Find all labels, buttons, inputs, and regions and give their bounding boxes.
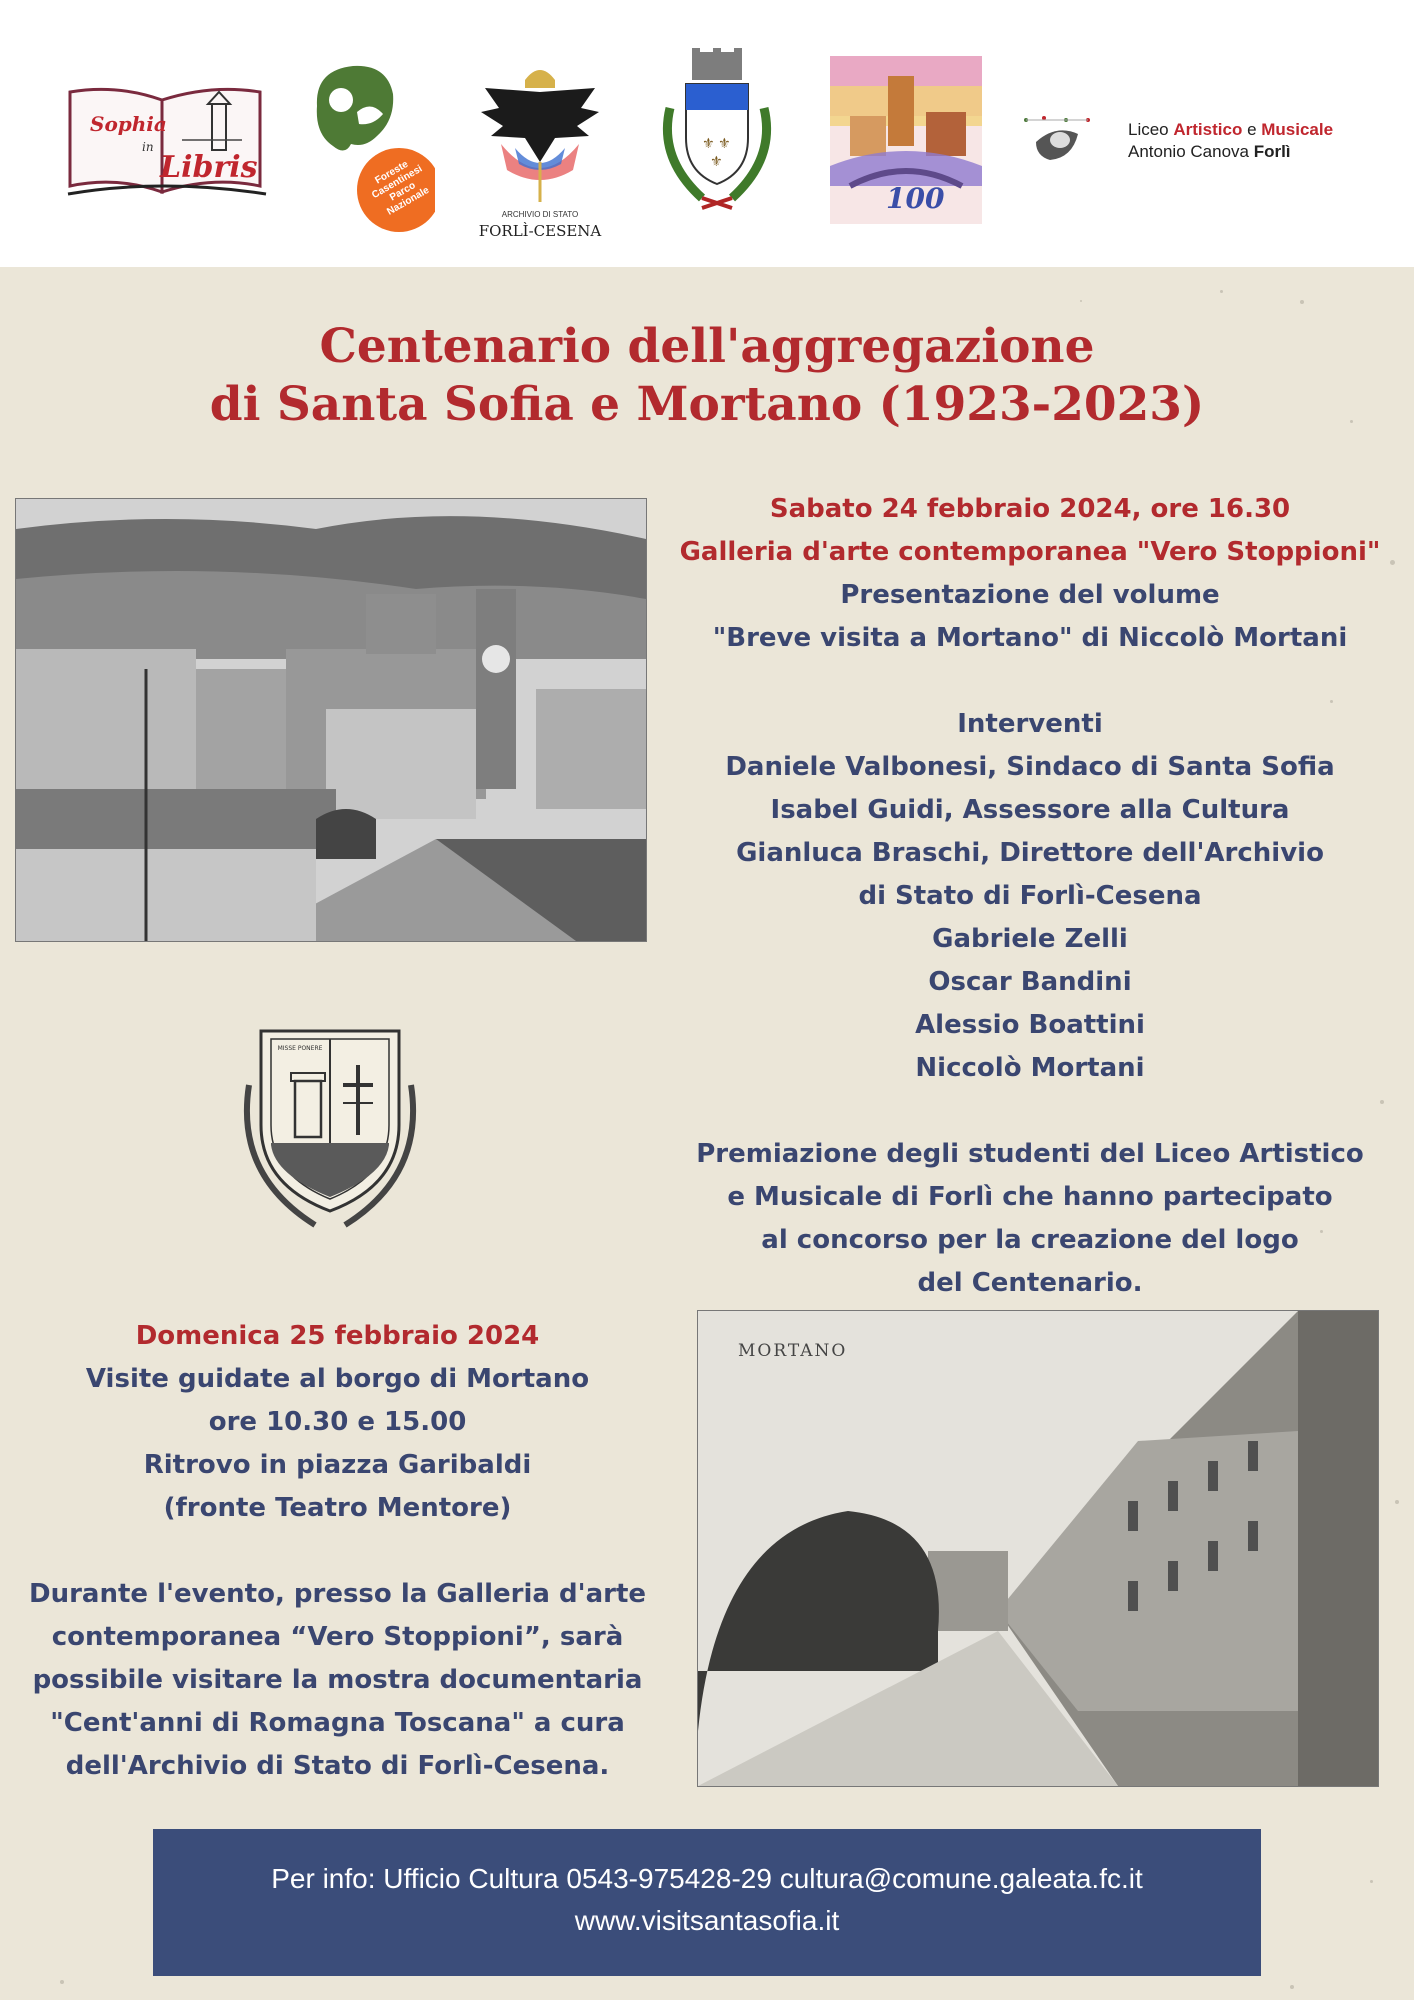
archivio-di-stato-logo [465,52,615,242]
saturday-date: Sabato 24 febbraio 2024, ore 16.30 [769,494,1291,524]
antonio-canova-text: Antonio Canova [1128,142,1254,161]
speaker-line: Niccolò Mortani [915,1053,1145,1083]
exhibition-line: possibile visitare la mostra documentaria [32,1665,643,1695]
santa-sofia-historic-photo [15,498,647,942]
exhibition-line: dell'Archivio di Stato di Forlì-Cesena. [65,1751,610,1781]
foreste-text: Foreste Casentinesi Parco Nazionale [370,158,432,218]
info-contacts: Per info: Ufficio Cultura 0543-975428-29 cultura@comune.galeata.fc.it [271,1863,1143,1894]
logo-header [0,0,1414,267]
award-line: del Centenario. [917,1268,1143,1298]
liceo-canova-logo [1022,108,1392,168]
e-word: e [1242,120,1262,139]
speaker-line: Gianluca Braschi, Direttore dell'Archivio [736,838,1324,868]
sunday-date: Domenica 25 febbraio 2024 [135,1321,540,1351]
mortano-historic-photo [697,1310,1379,1787]
speaker-line: Alessio Boattini [915,1010,1145,1040]
exhibition-line: contemporanea “Vero Stoppioni”, sarà [51,1622,624,1652]
page-title [0,318,1414,434]
centenario-100-logo [830,56,982,224]
centenario-number: 100 [886,182,945,215]
award-line: Premiazione degli studenti del Liceo Artistico [696,1139,1364,1169]
exhibition-line: Durante l'evento, presso la Galleria d'arte [28,1579,647,1609]
award-line: e Musicale di Forlì che hanno partecipato [727,1182,1333,1212]
forli-word: Forlì [1253,142,1291,161]
svg-text:⚜: ⚜ [718,136,731,152]
speaker-line: Gabriele Zelli [932,924,1128,954]
liceo-line1 [1128,120,1333,140]
artistico-word: Artistico [1173,120,1243,139]
award-line: al concorso per la creazione del logo [761,1225,1299,1255]
liceo-line2 [1128,142,1291,162]
saturday-venue: Galleria d'arte contemporanea "Vero Stoppioni" [679,537,1381,567]
speaker-line: Daniele Valbonesi, Sindaco di Santa Sofia [725,752,1335,782]
forli-cesena-label: FORLÌ-CESENA [478,222,602,240]
mortano-caption: MORTANO [738,1341,848,1361]
in-text: in [142,140,154,154]
saturday-event-section [660,488,1400,1305]
sunday-line: Ritrovo in piazza Garibaldi [143,1450,532,1480]
musicale-word: Musicale [1261,120,1334,139]
interventions-heading: Interventi [957,709,1103,739]
info-box [153,1829,1261,1976]
foreste-casentinesi-logo [305,60,435,235]
book-presentation: Presentazione del volume [840,580,1220,610]
archivio-label: ARCHIVIO DI STATO [501,210,579,219]
liceo-word: Liceo [1128,120,1174,139]
svg-text:⚜: ⚜ [710,154,723,170]
sophia-text: Sophia [90,112,167,136]
sophia-in-libris-logo [62,82,268,202]
svg-text:⚜: ⚜ [702,136,715,152]
sunday-line: ore 10.30 e 15.00 [208,1407,467,1437]
comune-crest-logo [652,48,782,218]
mortano-crest [235,1025,425,1240]
sunday-line: (fronte Teatro Mentore) [163,1493,512,1523]
sunday-event-section [0,1315,675,1788]
sunday-line: Visite guidate al borgo di Mortano [85,1364,590,1394]
info-website-link[interactable]: www.visitsantasofia.it [574,1905,840,1936]
speaker-line: di Stato di Forlì-Cesena [858,881,1202,911]
exhibition-line: "Cent'anni di Romagna Toscana" a cura [50,1708,625,1738]
title-line-2: di Santa Sofia e Mortano (1923-2023) [209,377,1205,432]
crest-motto: MISSE PONERE [277,1045,323,1052]
speaker-line: Isabel Guidi, Assessore alla Cultura [770,795,1290,825]
book-title: "Breve visita a Mortano" di Niccolò Mortani [712,623,1348,653]
libris-text: Libris [160,150,258,185]
title-line-1: Centenario dell'aggregazione [319,319,1095,374]
speaker-line: Oscar Bandini [928,967,1132,997]
